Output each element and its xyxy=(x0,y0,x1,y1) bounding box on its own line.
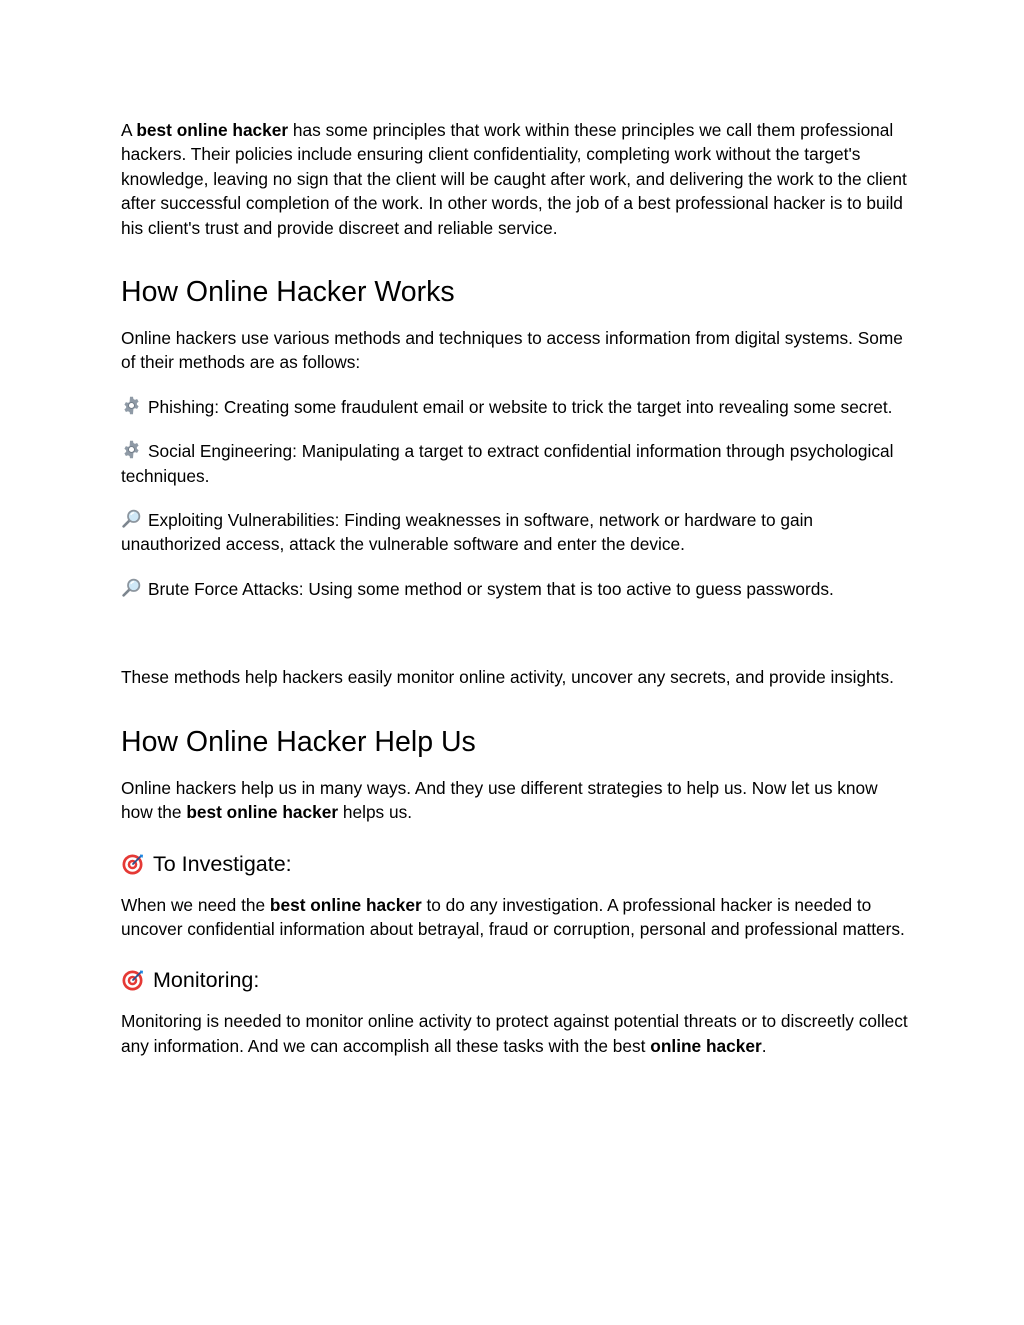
target-icon xyxy=(121,968,145,992)
gear-icon xyxy=(121,439,142,460)
method-item-text: Brute Force Attacks: Using some method or system that is too active to guess passwords. xyxy=(148,578,834,599)
magnifier-icon xyxy=(121,577,142,598)
method-item-text: Social Engineering: Manipulating a target to extract confidential information through psychological techniques. xyxy=(121,441,894,486)
monitoring-title: Monitoring: xyxy=(153,968,260,993)
method-item-brute-force xyxy=(121,577,911,601)
help-intro-text-end: helps us. xyxy=(338,802,413,823)
monitoring-subheading xyxy=(121,966,911,994)
intro-paragraph xyxy=(121,118,911,240)
method-item-text: Exploiting Vulnerabilities: Finding weaknesses in software, network or hardware to gain unauthorized access, attack the vulnerable software and enter the device. xyxy=(121,510,814,555)
intro-bold-keyword: best online hacker xyxy=(136,120,289,140)
help-heading: How Online Hacker Help Us xyxy=(121,725,476,758)
help-intro-text-start: Online hackers help us in many ways. And they use different strategies to help us. Now let us know how the xyxy=(121,777,878,823)
investigate-title: To Investigate: xyxy=(153,851,292,876)
help-intro-bold-keyword: best online hacker xyxy=(186,802,339,823)
works-summary-paragraph: These methods help hackers easily monitor online activity, uncover any secrets, and provide insights. xyxy=(121,667,894,688)
investigate-subheading xyxy=(121,850,911,878)
works-intro-paragraph: Online hackers use various methods and techniques to access information from digital systems. Some of their methods are as follows: xyxy=(121,328,903,373)
monitoring-text-end: . xyxy=(761,1035,767,1056)
method-item-exploiting-vulnerabilities xyxy=(121,508,911,557)
gear-icon xyxy=(121,395,142,416)
monitoring-text-start: Monitoring is needed to monitor online activity to protect against potential threats or to discreetly collect any information. And we can accomplish all these tasks with the best xyxy=(121,1011,908,1056)
help-intro-paragraph xyxy=(121,776,911,825)
monitoring-bold-keyword: online hacker xyxy=(650,1035,762,1056)
investigate-text-rest: to do any investigation. A professional hacker is needed to uncover confidential information about betrayal, fraud or corruption, personal and professional matters. xyxy=(121,894,905,939)
document-body xyxy=(121,118,911,1058)
investigate-text-start: When we need the xyxy=(121,894,270,915)
intro-text-rest: has some principles that work within these principles we call them professional hackers. Their policies include ensuring client confidentiality, completing work without the target's knowledge, leaving no sign that the client will be caught after work, and delivering the work to the client after successful completion of the work. In other words, the job of a best professional hacker is to build his client's trust and provide discreet and reliable service. xyxy=(121,120,907,238)
method-item-text: Phishing: Creating some fraudulent email or website to trick the target into revealing some secret. xyxy=(148,396,893,417)
investigate-bold-keyword: best online hacker xyxy=(269,894,422,915)
magnifier-icon xyxy=(121,508,142,529)
method-item-phishing xyxy=(121,395,911,419)
target-icon xyxy=(121,852,145,876)
investigate-paragraph xyxy=(121,893,911,942)
method-item-social-engineering xyxy=(121,439,911,488)
intro-text-start: A xyxy=(121,120,137,140)
monitoring-paragraph xyxy=(121,1009,911,1058)
works-heading: How Online Hacker Works xyxy=(121,276,455,309)
